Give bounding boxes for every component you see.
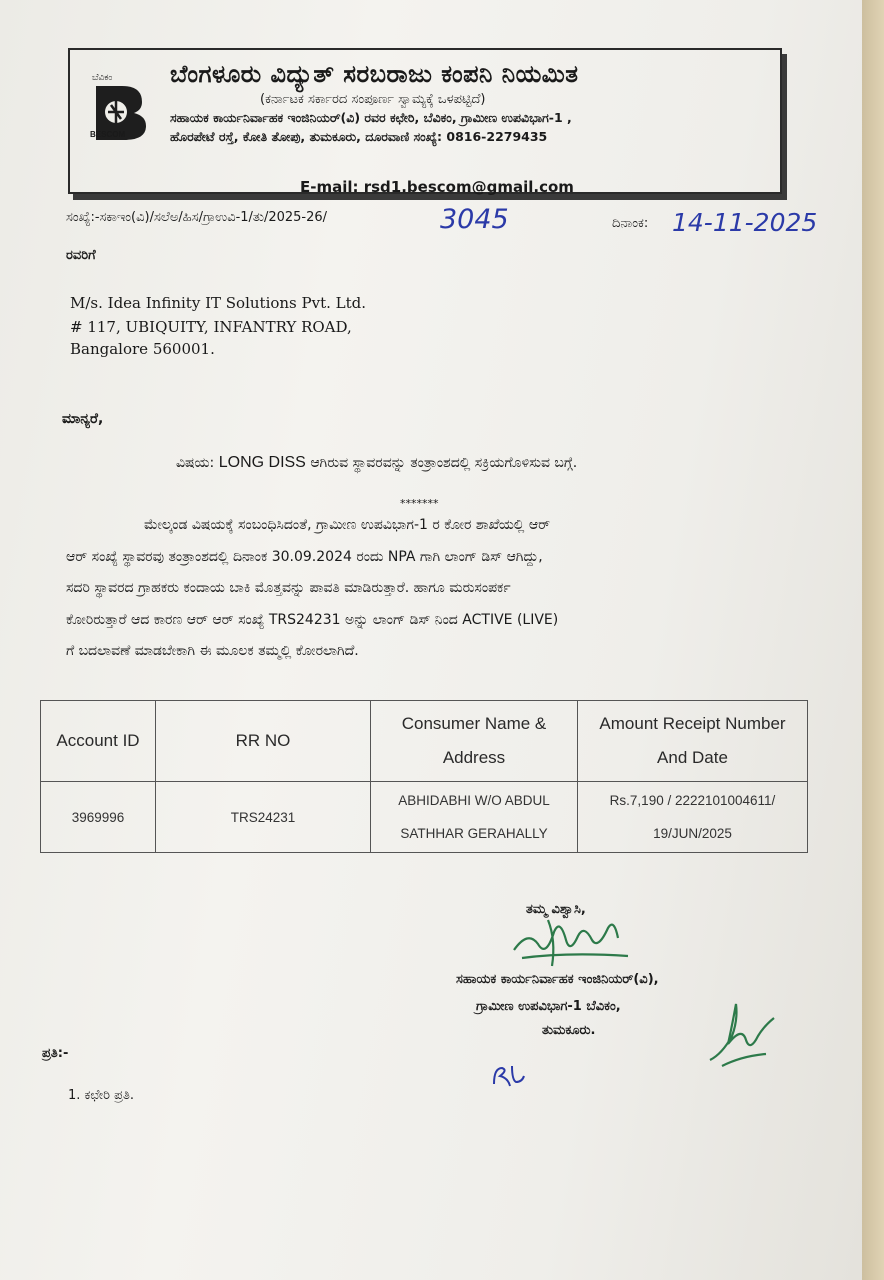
- svg-text:ಬೆವಿಕಂ: ಬೆವಿಕಂ: [92, 73, 113, 83]
- subject-label: ವಿಷಯ:: [176, 455, 215, 471]
- address-line: ಹೊರಪೇಟೆ ರಸ್ತೆ, ಕೋತಿ ತೋಪು, ತುಮಕೂರು, ದೂರವಾಣಿ ಸಂಖ್ಯೆ: 0816-2279435: [170, 129, 548, 144]
- reference-number-handwritten: 3045: [440, 204, 509, 235]
- header-account-id: Account ID: [41, 701, 156, 782]
- header-rr-no: RR NO: [156, 701, 371, 782]
- reference-number-label: ಸಂಖ್ಯೆ:-ಸಕಾಇಂ(ವಿ)/ಸಲೆಅ/ಹಿಸ/ಗ್ರಾಉವಿ-1/ತು/2025-26/: [66, 210, 328, 225]
- signatory-place: ತುಮಕೂರು.: [542, 1023, 596, 1038]
- logo-label: BESCOM: [90, 130, 126, 139]
- initials-green: [702, 996, 782, 1072]
- body-line-4: ಕೋರಿರುತ್ತಾರೆ ಆದ ಕಾರಣ ಆರ್ ಆರ್ ಸಂಖ್ಯೆ TRS24231 ಅನ್ನು ಲಾಂಗ್ ಡಿಸ್ ನಿಂದ ACTIVE (LIVE): [66, 611, 559, 628]
- cell-amount: Rs.7,190 / 2222101004611/ 19/JUN/2025: [578, 782, 808, 853]
- date-label: ದಿನಾಂಕ:: [612, 216, 649, 231]
- table-row: [41, 782, 808, 853]
- signatory-office: ಗ್ರಾಮೀಣ ಉಪವಿಭಾಗ-1 ಬೆವಿಕಂ,: [476, 999, 621, 1014]
- company-name: ಬೆಂಗಳೂರು ವಿದ್ಯುತ್ ಸರಬರಾಜು ಕಂಪನಿ ನಿಯಮಿತ: [170, 60, 579, 88]
- recipient-line-3: Bangalore 560001.: [70, 340, 215, 358]
- body-line-1: ಮೇಲ್ಕಂಡ ವಿಷಯಕ್ಕೆ ಸಂಬಂಧಿಸಿದಂತೆ, ಗ್ರಾಮೀಣ ಉಪವಿಭಾಗ-1 ರ ಕೋರ ಶಾಖೆಯಲ್ಲಿ ಆರ್: [144, 517, 551, 533]
- recipient-line-2: # 117, UBIQUITY, INFANTRY ROAD,: [70, 318, 352, 336]
- signatory-designation: ಸಹಾಯಕ ಕಾರ್ಯನಿರ್ವಾಹಕ ಇಂಜಿನಿಯರ್(ವಿ),: [456, 972, 659, 987]
- subject-line: [176, 454, 577, 472]
- date-handwritten: 14-11-2025: [672, 208, 818, 237]
- table-header-row: [41, 701, 808, 782]
- email-line: E-mail: rsd1.bescom@gmail.com: [300, 178, 574, 196]
- subject-text-english: LONG DISS: [218, 454, 306, 471]
- signature-green: [508, 910, 638, 972]
- salutation: ಮಾನ್ಯರೆ,: [62, 411, 104, 427]
- table-surface: [862, 0, 884, 1280]
- copy-item-1: 1. ಕಛೇರಿ ಪ್ರತಿ.: [68, 1088, 135, 1103]
- separator: *******: [400, 497, 439, 510]
- cell-rr-no: TRS24231: [156, 782, 371, 853]
- yours-faithfully: ತಮ್ಮ ವಿಶ್ವಾಸಿ,: [526, 902, 586, 917]
- body-line-2: ಆರ್ ಸಂಖ್ಯೆ ಸ್ಥಾವರವು ತಂತ್ರಾಂಶದಲ್ಲಿ ದಿನಾಂಕ 30.09.2024 ರಂದು NPA ಗಾಗಿ ಲಾಂಗ್ ಡಿಸ್ ಆಗಿದ್ದು,: [66, 548, 543, 565]
- subject-text-kannada: ಆಗಿರುವ ಸ್ಥಾವರವನ್ನು ತಂತ್ರಾಂಶದಲ್ಲಿ ಸಕ್ರಿಯಗೊಳಿಸುವ ಬಗ್ಗೆ.: [310, 455, 578, 471]
- cell-account-id: 3969996: [41, 782, 156, 853]
- header-consumer: Consumer Name & Address: [371, 701, 578, 782]
- company-subtitle: (ಕರ್ನಾಟಕ ಸರ್ಕಾರದ ಸಂಪೂರ್ಣ ಸ್ವಾಮ್ಯಕ್ಕೆ ಒಳಪಟ್ಟಿದೆ): [260, 92, 486, 107]
- to-label: ರವರಿಗೆ: [66, 248, 96, 263]
- recipient-line-1: M/s. Idea Infinity IT Solutions Pvt. Ltd.: [70, 294, 367, 312]
- bescom-logo: [86, 70, 152, 144]
- body-line-5: ಗೆ ಬದಲಾವಣೆ ಮಾಡಬೇಕಾಗಿ ಈ ಮೂಲಕ ತಮ್ಮಲ್ಲಿ ಕೋರಲಾಗಿದೆ.: [66, 643, 359, 659]
- cell-consumer: ABHIDABHI W/O ABDUL SATHHAR GERAHALLY: [371, 782, 578, 853]
- body-paragraph: [66, 510, 802, 668]
- details-table: [40, 700, 808, 853]
- initials-blue: [488, 1062, 528, 1090]
- letterhead: [68, 48, 782, 194]
- body-line-3: ಸದರಿ ಸ್ಥಾವರದ ಗ್ರಾಹಕರು ಕಂದಾಯ ಬಾಕಿ ಮೊತ್ತವನ್ನು ಪಾವತಿ ಮಾಡಿರುತ್ತಾರೆ. ಹಾಗೂ ಮರುಸಂಪರ್ಕ: [66, 580, 511, 596]
- header-amount: Amount Receipt Number And Date: [578, 701, 808, 782]
- copy-label: ಪ್ರತಿ:-: [42, 1046, 69, 1061]
- office-line: ಸಹಾಯಕ ಕಾರ್ಯನಿರ್ವಾಹಕ ಇಂಜಿನಿಯರ್(ವಿ) ರವರ ಕಛೇರಿ, ಬೆವಿಕಂ, ಗ್ರಾಮೀಣ ಉಪವಿಭಾಗ-1 ,: [170, 110, 572, 125]
